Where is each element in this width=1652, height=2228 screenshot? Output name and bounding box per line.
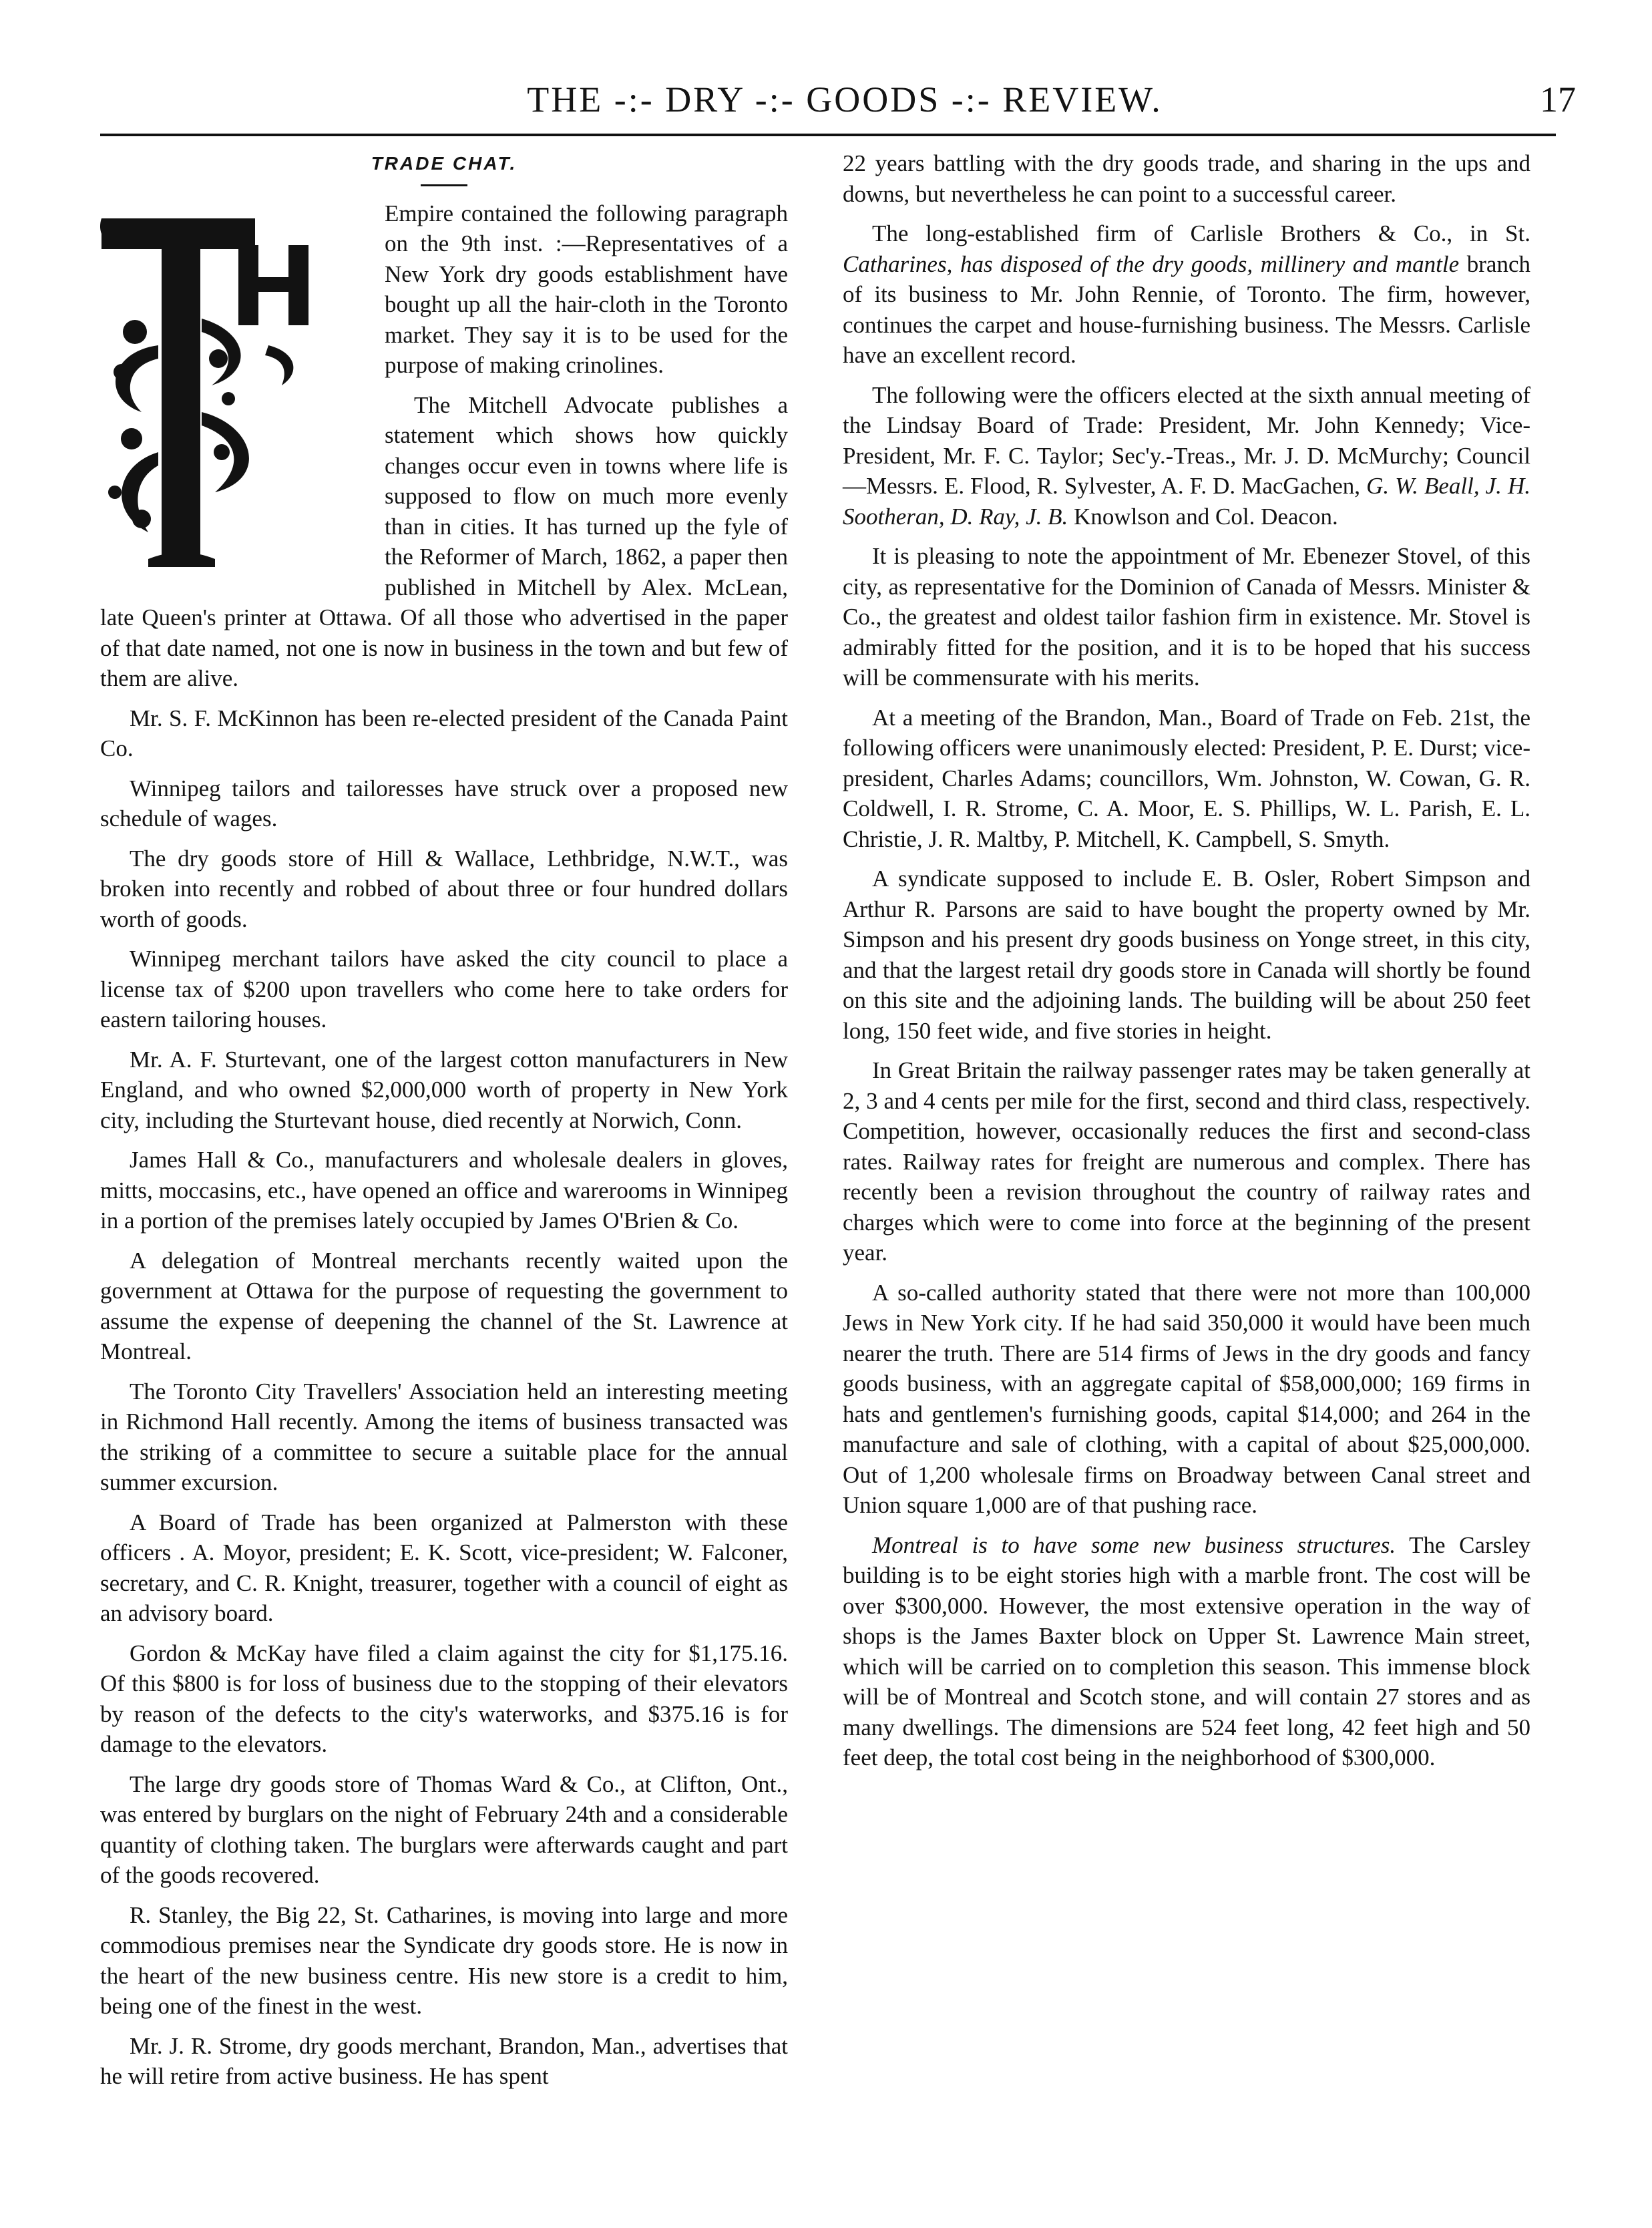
paragraph: [843, 218, 1530, 371]
paragraph: Winnipeg tailors and tailoresses have struck over a proposed new schedule of wages.: [100, 775, 788, 831]
paragraph: In Great Britain the railway passenger rates may be taken generally at 2, 3 and 4 cents per mile for the first, second and third class, respectively. Competition, however, occasionally reduces the first and second-class rates. Railway rates for freight are numerous and complex. There has recently been a revision throughout the country of railway rates and charges which were to come into force at the beginning of the present year.: [843, 1057, 1530, 1266]
paragraph: It is pleasing to note the appointment of Mr. Ebenezer Stovel, of this city, as representative for the Dominion of Canada of Messrs. Minister & Co., the greatest and oldest tailor fashion firm in existence. Mr. Stovel is admirably fitted for the position, and it is to be hoped that his success will be commensurate with his merits.: [843, 543, 1530, 691]
paragraph: [843, 1530, 1530, 1773]
text-run: The following were the officers elected at the sixth annual meeting of the Lindsay Board of Trade: President, Mr. John Kennedy; Vice-President, Mr. F. C. Taylor; Sec'y.-Treas., Mr. J. D. McMurchy; Council—Messrs. E. Flood, R. Sylvester, A. F. D. MacGachen,: [843, 381, 1530, 499]
paragraph: [843, 380, 1530, 532]
text-run: The Carsley building is to be eight stories high with a marble front. The cost will be over $300,000. However, the most extensive operation in the way of shops is the James Baxter block on Upper St. Lawrence Main street, which will be carried on to completion this season. This immense block will be of Montreal and Scotch stone, and will contain 27 stores and as many dwellings. The dimensions are 524 feet long, 42 feet high and 50 feet deep, the total cost being in the neighborhood of $300,000.: [843, 1531, 1531, 1771]
paragraph: The Mitchell Advocate publishes a statement which shows how quickly changes occur even in towns where life is supposed to flow on much more evenly than in cities. It has turned up the fyle of the Reformer of March, 1862, a paper then published in Mitchell by Alex. McLean, late Queen's printer at Ottawa. Of all those who advertised in the paper of that date named, not one is now in business in the town and but few of them are alive.: [100, 391, 788, 691]
decorative-drop-cap: [95, 198, 369, 569]
paragraph: Mr. J. R. Strome, dry goods merchant, Brandon, Man., advertises that he will retire from active business. He has spent: [100, 2032, 788, 2089]
paragraph: A syndicate supposed to include E. B. Osler, Robert Simpson and Arthur R. Parsons are said to have bought the property owned by Mr. Simpson and his present dry goods business on Yonge street, in this city, and that the largest retail dry goods store in Canada will shortly be found on this site and the adjoining lands. The building will be about 250 feet long, 150 feet wide, and five stories in height.: [843, 866, 1530, 1044]
section-heading: TRADE CHAT.: [371, 153, 518, 174]
heading-rule: [421, 184, 467, 186]
paragraph: Mr. A. F. Sturtevant, one of the largest cotton manufacturers in New England, and who owned $2,000,000 worth of property in New York city, including the Sturtevant house, died recently at Norwich, Conn.: [100, 1046, 788, 1133]
italic-run: Montreal is to have some new business structures.: [872, 1531, 1396, 1558]
paragraph: R. Stanley, the Big 22, St. Catharines, is moving into large and more commodious premises near the Syndicate dry goods store. He is now in the heart of the new business centre. His new store is a credit to him, being one of the finest in the west.: [100, 1901, 788, 2019]
italic-run: Catharines, has disposed of the dry goods, millinery and mantle: [843, 250, 1460, 277]
paragraph: Gordon & McKay have filed a claim against the city for $1,175.16. Of this $800 is for loss of business due to the stopping of their elevators by reason of the defects to the city's waterworks, and $375.16 is for damage to the elevators.: [100, 1640, 788, 1757]
paragraph: A Board of Trade has been organized at Palmerston with these officers . A. Moyor, president; E. K. Scott, vice-president; W. Falconer, secretary, and C. R. Knight, treasurer, together with a council of eight as an advisory board.: [100, 1509, 788, 1626]
right-column: [843, 148, 1530, 1783]
paragraph: The large dry goods store of Thomas Ward & Co., at Clifton, Ont., was entered by burglars on the night of February 24th and a considerable quantity of clothing taken. The burglars were afterwards caught and part of the goods recovered.: [100, 1771, 788, 1888]
paragraph: A so-called authority stated that there were not more than 100,000 Jews in New York city. If he had said 350,000 it would have been much nearer the truth. There are 514 firms of Jews in the dry goods and fancy goods business, with an aggregate capital of $58,000,000; 169 firms in hats and gentlemen's furnishing goods, capital $14,000; and 264 in the manufacture and sale of clothing, with a capital of about $25,000,000. Out of 1,200 wholesale firms on Broadway between Canal street and Union square 1,000 are of that pushing race.: [843, 1279, 1530, 1518]
paragraph: James Hall & Co., manufacturers and wholesale dealers in gloves, mitts, moccasins, etc., have opened an office and warerooms in Winnipeg in a portion of the premises lately occupied by James O'Brien & Co.: [100, 1147, 788, 1234]
paragraph: The dry goods store of Hill & Wallace, Lethbridge, N.W.T., was broken into recently and robbed of about three or four hundred dollars worth of goods.: [100, 845, 788, 932]
left-column: [100, 148, 788, 2101]
header-rule: [100, 134, 1556, 136]
text-run: Knowlson and Col. Deacon.: [1074, 503, 1338, 530]
publication-title: THE -:- DRY -:- GOODS -:- REVIEW.: [527, 79, 1163, 120]
paragraph: Empire contained the following paragraph on the 9th inst. :—Representatives of a New York dry goods establishment have bought up all the hair-cloth in the Toronto market. They say it is to be used for the purpose of making crinolines.: [385, 200, 788, 378]
masthead: [100, 79, 1589, 139]
paragraph: A delegation of Montreal merchants recently waited upon the government at Ottawa for the purpose of requesting the government to assume the expense of deepening the channel of the St. Lawrence at Montreal.: [100, 1247, 788, 1364]
text-run: The long-established firm of Carlisle Brothers & Co., in St.: [872, 220, 1530, 246]
page-number: 17: [1540, 79, 1576, 120]
paragraph: 22 years battling with the dry goods trade, and sharing in the ups and downs, but nevertheless he can point to a successful career.: [843, 150, 1530, 207]
paragraph: Winnipeg merchant tailors have asked the city council to place a license tax of $200 upon travellers who come here to take orders for eastern tailoring houses.: [100, 946, 788, 1033]
paragraph: The Toronto City Travellers' Association held an interesting meeting in Richmond Hall recently. Among the items of business transacted was the striking of a committee to secure a suitable place for the annual summer excursion.: [100, 1378, 788, 1495]
italic-run: G. W. Beall, J. H. Sootheran, D. Ray, J. B.: [843, 473, 1530, 530]
text-run: branch of its business to Mr. John Rennie, of Toronto. The firm, however, continues the carpet and house-furnishing business. The Messrs. Carlisle have an excellent record.: [843, 250, 1530, 368]
paragraph: Mr. S. F. McKinnon has been re-elected president of the Canada Paint Co.: [100, 705, 788, 761]
paragraph: At a meeting of the Brandon, Man., Board of Trade on Feb. 21st, the following officers were unanimously elected: President, P. E. Durst; vice-president, Charles Adams; councillors, Wm. Johnston, W. Cowan, G. R. Coldwell, I. R. Strome, C. A. Moor, E. S. Phillips, W. L. Parish, E. L. Christie, J. R. Maltby, P. Mitchell, K. Campbell, S. Smyth.: [843, 704, 1530, 852]
